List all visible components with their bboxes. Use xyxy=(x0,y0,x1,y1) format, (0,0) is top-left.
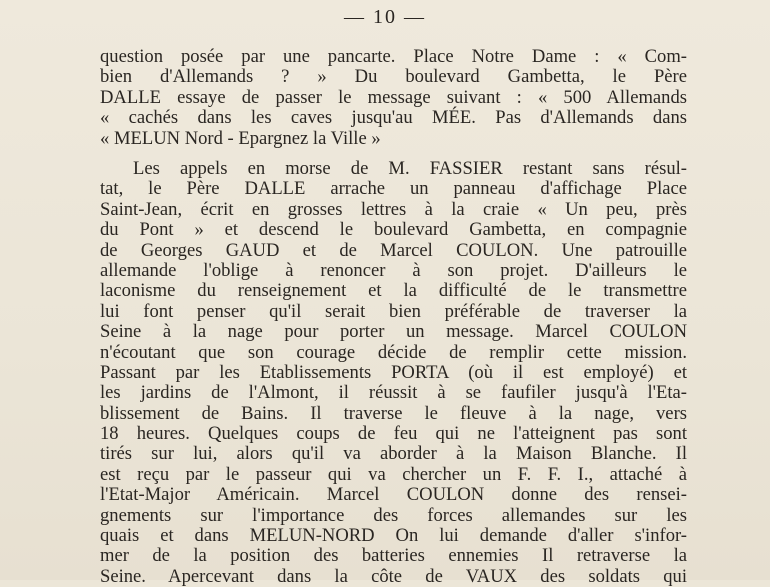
text-line: « cachés dans les caves jusqu'au MÉE. Pas d'Allemands dans xyxy=(100,107,687,129)
text-line: question posée par une pancarte. Place Notre Dame : « Com- xyxy=(100,46,687,67)
text-line: Seine à la nage pour porter un message. Marcel COULON xyxy=(100,321,687,343)
text-line: de Georges GAUD et de Marcel COULON. Une patrouille xyxy=(100,239,687,261)
text-line: gnements sur l'importance des forces allemandes sur les xyxy=(100,504,687,526)
text-line: « MELUN Nord - Epargnez la Ville » xyxy=(100,127,381,149)
text-line: 18 heures. Quelques coups de feu qui ne l'atteignent pas sont xyxy=(100,423,687,445)
text-line: n'écoutant que son courage décide de remplir cette mission. xyxy=(100,341,687,363)
text-line: tat, le Père DALLE arrache un panneau d'affichage Place xyxy=(100,178,687,200)
text-line: du Pont » et descend le boulevard Gambetta, en compagnie xyxy=(100,219,687,241)
text-line: bien d'Allemands ? » Du boulevard Gambetta, le Père xyxy=(100,66,687,88)
paragraph-1 xyxy=(100,47,687,149)
text-line: tirés sur lui, alors qu'il va aborder à la Maison Blanche. Il xyxy=(100,443,687,465)
text-line: Les appels en morse de M. FASSIER restant sans résul- xyxy=(133,158,687,179)
text-line: allemande l'oblige à renoncer à son projet. D'ailleurs le xyxy=(100,259,687,281)
text-line: blissement de Bains. Il traverse le fleuve à la nage, vers xyxy=(100,402,687,424)
text-line: mer de la position des batteries ennemies Il retraverse la xyxy=(100,545,687,567)
text-line: Passant par les Etablissements PORTA (où il est employé) et xyxy=(100,361,687,383)
text-line: les jardins de l'Almont, il réussit à se faufiler jusqu'à l'Eta- xyxy=(100,382,687,404)
text-line: laconisme du renseignement et la difficulté de le transmettre xyxy=(100,280,687,302)
text-line: l'Etat-Major Américain. Marcel COULON donne des rensei- xyxy=(100,484,687,506)
text-line: est reçu par le passeur qui va chercher un F. F. I., attaché à xyxy=(100,463,687,485)
page-number: — 10 — xyxy=(344,6,426,28)
text-line: quais et dans MELUN-NORD On lui demande d'aller s'infor- xyxy=(100,525,687,547)
paragraph-2 xyxy=(100,159,687,587)
text-line: DALLE essaye de passer le message suivant : « 500 Allemands xyxy=(100,86,687,108)
text-line: lui font penser qu'il serait bien préférable de traverser la xyxy=(100,300,687,322)
text-line: Seine. Apercevant dans la côte de VAUX des soldats qui xyxy=(100,565,687,587)
text-line: Saint-Jean, écrit en grosses lettres à la craie « Un peu, près xyxy=(100,198,687,220)
